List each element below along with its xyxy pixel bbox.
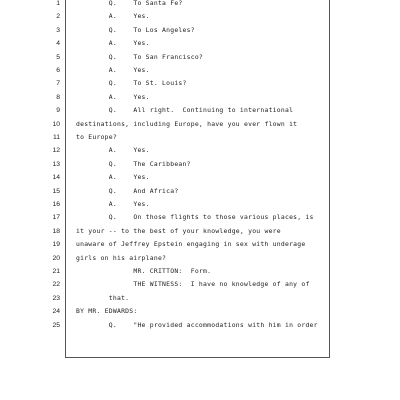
line-text: BY MR. EDWARDS: <box>76 307 138 316</box>
line-text: Q. To Santa Fe? <box>76 0 183 7</box>
line-text: Q. All right. Continuing to international <box>76 106 294 115</box>
line-number: 4 <box>56 40 60 48</box>
transcript-line <box>0 265 330 278</box>
transcript-line <box>0 37 330 50</box>
transcript-line <box>0 131 330 144</box>
line-text: Q. The Caribbean? <box>76 159 191 168</box>
line-text: Q. On those flights to those various places, is <box>76 213 314 222</box>
line-text: girls on his airplane? <box>76 253 167 262</box>
line-number: 15 <box>52 187 60 195</box>
line-number: 10 <box>52 120 60 128</box>
line-text: Q. And Africa? <box>76 186 179 195</box>
transcript-line <box>0 10 330 23</box>
line-text: A. Yes. <box>76 66 150 74</box>
line-text: destinations, including Europe, have you ever flown it <box>76 119 298 128</box>
line-text: Q. To St. Louis? <box>76 79 187 88</box>
line-number: 22 <box>52 281 60 289</box>
line-text: MR. CRITTON: Form. <box>76 267 212 275</box>
line-number: 2 <box>56 13 60 21</box>
transcript-line <box>0 77 330 90</box>
line-number: 23 <box>52 294 60 302</box>
line-number: 12 <box>52 147 60 155</box>
line-number: 1 <box>56 0 60 7</box>
line-number: 8 <box>56 93 60 101</box>
bottom-margin-rule <box>65 357 330 358</box>
line-number: 5 <box>56 53 60 61</box>
line-text: Q. "He provided accommodations with him in order <box>76 320 318 329</box>
line-number: 7 <box>56 80 60 88</box>
line-text: to Europe? <box>76 133 117 141</box>
line-number: 9 <box>56 107 60 115</box>
line-text: Q. To Los Angeles? <box>76 25 195 34</box>
transcript-line <box>0 278 330 291</box>
transcript-line <box>0 185 330 198</box>
line-number: 16 <box>52 201 60 208</box>
line-text: THE WITNESS: I have no knowledge of any of <box>76 280 310 289</box>
transcript-line <box>0 211 330 224</box>
line-number: 20 <box>52 254 60 262</box>
line-number: 24 <box>52 308 60 316</box>
transcript-line <box>0 0 330 10</box>
line-number: 3 <box>56 26 60 34</box>
transcript-line <box>0 158 330 171</box>
transcript-line <box>0 144 330 157</box>
transcript-line <box>0 225 330 238</box>
transcript-line <box>0 198 330 211</box>
line-number: 19 <box>52 241 60 249</box>
line-text: that. <box>76 293 130 302</box>
transcript-line <box>0 252 330 265</box>
transcript-line <box>0 292 330 305</box>
transcript-line <box>0 91 330 104</box>
line-number: 14 <box>52 174 60 182</box>
line-text: A. Yes. <box>76 173 150 182</box>
line-text: it your -- to the best of your knowledge, you were <box>76 226 281 235</box>
line-text: A. Yes. <box>76 92 150 101</box>
line-number: 17 <box>52 214 60 222</box>
line-text: A. Yes. <box>76 146 150 155</box>
line-text: A. Yes. <box>76 200 150 208</box>
line-number: 13 <box>52 160 60 168</box>
transcript-line <box>0 118 330 131</box>
transcript-line <box>0 238 330 251</box>
line-number: 21 <box>52 268 60 275</box>
line-number: 18 <box>52 227 60 235</box>
transcript-line <box>0 64 330 77</box>
transcript-line <box>0 24 330 37</box>
transcript-line <box>0 319 330 332</box>
transcript-line <box>0 104 330 117</box>
line-number: 11 <box>52 134 60 141</box>
transcript-line <box>0 305 330 318</box>
line-number: 6 <box>56 67 60 74</box>
line-number: 25 <box>52 321 60 329</box>
line-text: A. Yes. <box>76 39 150 48</box>
transcript-line <box>0 51 330 64</box>
line-text: A. Yes. <box>76 12 150 21</box>
line-text: Q. To San Francisco? <box>76 52 204 61</box>
transcript-line <box>0 171 330 184</box>
line-text: unaware of Jeffrey Epstein engaging in sex with underage <box>76 240 306 249</box>
